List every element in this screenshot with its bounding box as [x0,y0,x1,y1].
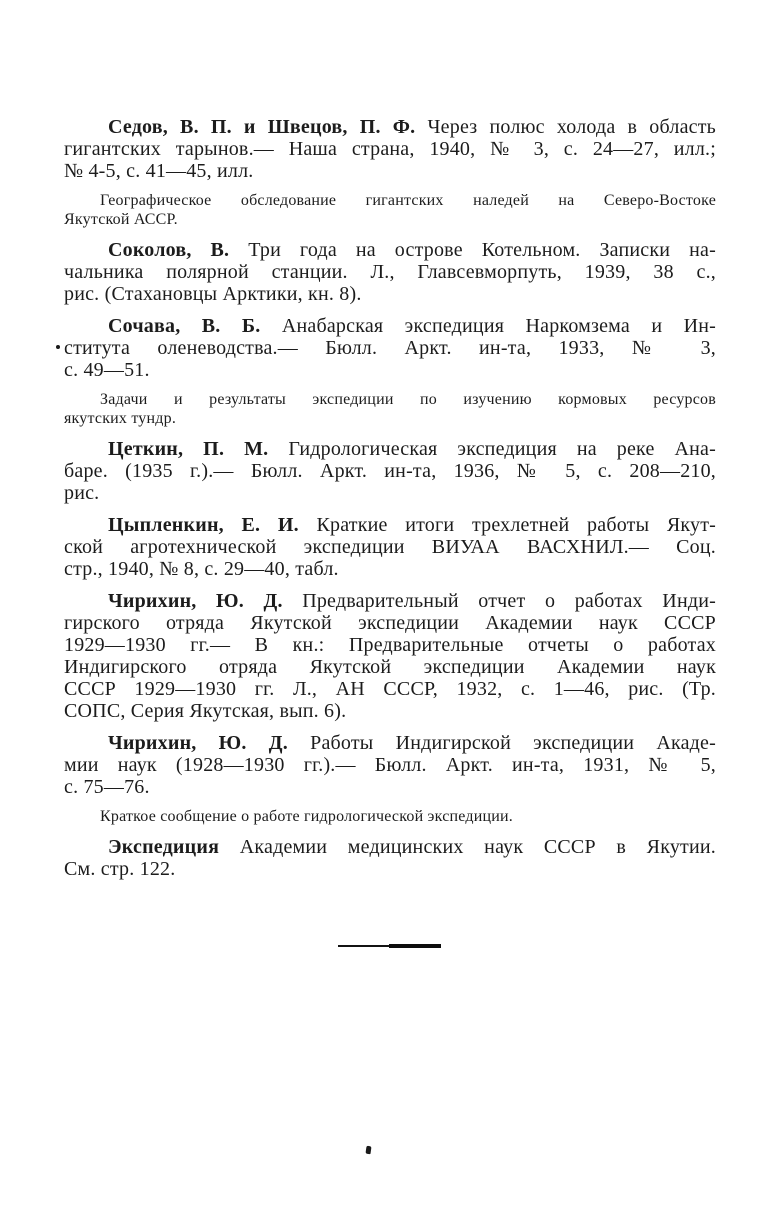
text-line: Индигирского отряда Якутской экспедиции Академии наук [64,656,716,678]
author-name: Экспедиция [108,836,220,858]
text-line: Соколов, В. Три года на острове Котельном. Записки на- [108,239,716,261]
author-name: Соколов, В. [108,239,230,261]
text-line: Чирихин, Ю. Д. Работы Индигирской экспедиции Акаде- [108,732,716,754]
text-line: с. 49—51. [64,359,150,381]
text-line: ститута оленеводства.— Бюлл. Аркт. ин-та, 1933, № 3, [64,337,716,359]
bibliography-list [64,116,716,880]
text-line: Задачи и результаты экспедиции по изучению кормовых ресурсов [100,391,716,408]
divider-thin-segment [338,945,389,947]
bib-entry [64,438,716,504]
bib-entry [64,836,716,880]
text-line: ской агротехнической экспедиции ВИУАА ВАСХНИЛ.— Соц. [64,536,716,558]
text-line: Цыпленкин, Е. И. Краткие итоги трехлетней работы Якут- [108,514,717,536]
text-line: гигантских тарынов.— Наша страна, 1940, № 3, с. 24—27, илл.; [64,138,716,160]
text-line: чальника полярной станции. Л., Главсевморпуть, 1939, 38 с., [64,261,716,283]
text-line: См. стр. 122. [64,858,176,880]
text-line: СССР 1929—1930 гг. Л., АН СССР, 1932, с. 1—46, рис. (Тр. [64,678,716,700]
text-line: мии наук (1928—1930 гг.).— Бюлл. Аркт. ин-та, 1931, № 5, [64,754,716,776]
bib-entry [64,590,716,722]
text-line: Экспедиция Академии медицинских наук СССР в Якутии. [108,836,716,858]
text-line: Якутской АССР. [64,211,178,228]
bib-entry [64,514,716,580]
text-line: баре. (1935 г.).— Бюлл. Аркт. ин-та, 1936, № 5, с. 208—210, [64,460,716,482]
ink-speck-bottom [365,1146,371,1155]
text-line: рис. [64,482,100,504]
author-name: Чирихин, Ю. Д. [108,732,288,754]
bib-annotation [64,191,716,229]
text-line: Краткое сообщение о работе гидрологической экспедиции. [100,808,513,825]
text-line: СОПС, Серия Якутская, вып. 6). [64,700,347,722]
text-line: 1929—1930 гг.— В кн.: Предварительные отчеты о работах [64,634,716,656]
text-line: рис. (Стахановцы Арктики, кн. 8). [64,283,362,305]
text-line: Цеткин, П. М. Гидрологическая экспедиция на реке Ана- [108,438,716,460]
ink-speck-margin [56,345,60,349]
author-name: Цыпленкин, Е. И. [108,514,299,536]
text-line: Сочава, В. Б. Анабарская экспедиция Наркомзема и Ин- [108,315,716,337]
author-name: Сочава, В. Б. [108,315,261,337]
text-line: стр., 1940, № 8, с. 29—40, табл. [64,558,339,580]
bib-entry [64,239,716,305]
author-name: Цеткин, П. М. [108,438,269,460]
text-line: якутских тундр. [64,410,177,427]
text-line: Седов, В. П. и Швецов, П. Ф. Через полюс холода в область [108,116,716,138]
text-line: Географическое обследование гигантских наледей на Северо-Востоке [100,192,716,209]
section-divider-rule [338,944,441,948]
bib-annotation [64,390,716,428]
divider-thick-segment [389,944,441,948]
bib-entry [64,732,716,798]
text-line: с. 75—76. [64,776,150,798]
text-line: Чирихин, Ю. Д. Предварительный отчет о работах Инди- [108,590,716,612]
bib-entry [64,315,716,381]
text-line: гирского отряда Якутской экспедиции Академии наук СССР [64,612,716,634]
author-name: Седов, В. П. и Швецов, П. Ф. [108,116,416,138]
author-name: Чирихин, Ю. Д. [108,590,283,612]
bib-entry [64,116,716,182]
bib-annotation [64,807,716,826]
text-line: № 4-5, с. 41—45, илл. [64,160,254,182]
